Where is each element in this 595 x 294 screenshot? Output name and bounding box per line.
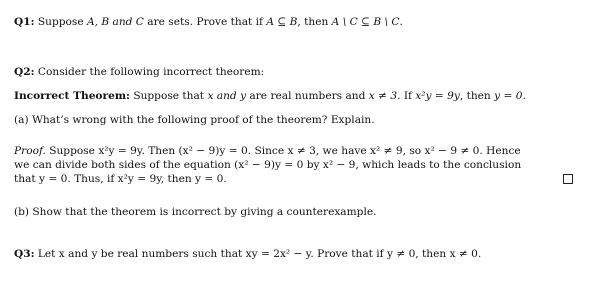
q3-text: Let x and y be real numbers such that xy = 2x² − y. Prove that if y ≠ 0, then x ≠ 0. (34, 248, 482, 260)
q1-label: Q1: (14, 16, 35, 28)
theorem-label: Incorrect Theorem: (14, 90, 130, 102)
q1-text-b: are sets. Prove that if (143, 16, 267, 28)
theorem-math-y0: y = 0 (494, 90, 523, 102)
q1-math-difference: A \ C ⊆ B \ C (331, 16, 400, 28)
incorrect-theorem: Incorrect Theorem: Suppose that x and y are real numbers and x ≠ 3. If x²y = 9y, then y = 0. (14, 90, 526, 102)
q1-end: . (399, 16, 403, 28)
q1-text-c: , then (297, 16, 332, 28)
question-1 (14, 16, 575, 29)
proof-line-1 (14, 145, 575, 158)
theorem-text-a: Suppose that (129, 90, 208, 102)
q2-intro: Consider the following incorrect theorem: (34, 66, 265, 78)
q2-label: Q2: (14, 66, 35, 78)
question-3 (14, 248, 575, 261)
theorem-math-xne3: x ≠ 3 (368, 90, 398, 102)
proof-text-1: Suppose x²y = 9y. Then (x² − 9)y = 0. Since x ≠ 3, we have x² ≠ 9, so x² − 9 ≠ 0. Hence (45, 145, 521, 157)
part-b: (b) Show that the theorem is incorrect by giving a counterexample. (14, 206, 377, 218)
square-qed-icon (563, 174, 573, 184)
q3-label: Q3: (14, 248, 35, 260)
theorem-math-eq: x²y = 9y (415, 90, 460, 102)
part-a: (a) What’s wrong with the following proof of the theorem? Explain. (14, 114, 375, 126)
proof-line-2: we can divide both sides of the equation (x² − 9)y = 0 by x² − 9, which leads to the conclusion (14, 159, 522, 171)
proof-line-3: that y = 0. Thus, if x²y = 9y, then y = 0. (14, 173, 227, 185)
q1-math-abc: A, B and C (86, 16, 144, 28)
theorem-text-b: are real numbers and (246, 90, 369, 102)
theorem-text-d: , then (459, 90, 495, 102)
question-2-intro (14, 66, 575, 79)
q1-math-subset: A ⊆ B (266, 16, 298, 28)
theorem-math-xy: x and y (207, 90, 247, 102)
q1-text-a: Suppose (34, 16, 87, 28)
proof-label: Proof. (14, 145, 46, 157)
theorem-text-c: . If (397, 90, 416, 102)
